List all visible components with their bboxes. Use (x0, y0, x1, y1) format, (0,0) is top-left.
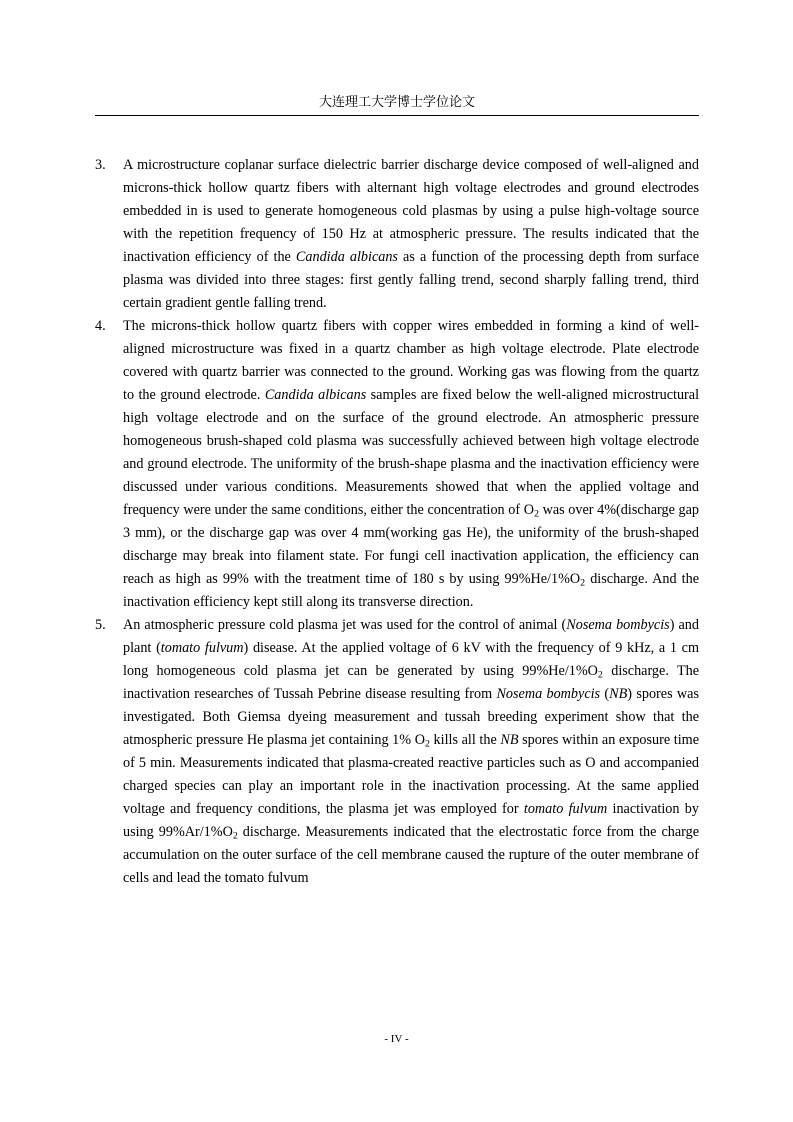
italic-term: Nosema bombycis (496, 686, 601, 702)
subscript: 2 (580, 577, 586, 589)
list-item-text (123, 157, 699, 311)
text-run: ) spores was investigated. Both Giemsa dyeing measurement and tussah breeding experiment show that the atmospheric pressure He plasma jet containing 1% O (123, 686, 699, 748)
list-item-text (123, 318, 699, 610)
italic-term: Candida albicans (264, 387, 367, 403)
list-item-number: 4. (95, 318, 106, 334)
subscript: 2 (534, 508, 539, 520)
text-run: discharge. Measurements indicated that the electrostatic force from the charge accumulation on the outer surface of the cell membrane caused the rupture of the outer membrane of cells and lead the tomato fulvum (123, 824, 699, 886)
list-item (95, 614, 699, 890)
subscript: 2 (232, 830, 238, 842)
subscript: 2 (424, 738, 430, 750)
text-run: The microns-thick hollow quartz fibers with copper wires embedded in forming a kind of well-aligned microstructure was fixed in a quartz chamber as high voltage electrode. Plate electrode covered with quartz barrier was connected to the ground. Working gas was flowing from the quartz to the ground electrode. (123, 318, 699, 403)
italic-term: Candida albicans (295, 249, 398, 265)
italic-term: NB (609, 686, 628, 702)
header-divider (95, 115, 699, 116)
text-run: A microstructure coplanar surface dielectric barrier discharge device composed of well-aligned and microns-thick hollow quartz fibers with alternant high voltage electrodes and ground electrodes embedded in is used to generate homogeneous cold plasmas by using a pulse high-voltage source with the repetition frequency of 150 Hz at atmospheric pressure. The results indicated that the inactivation efficiency of the (123, 157, 699, 265)
text-run: discharge. And the inactivation efficiency kept still along its transverse direction. (123, 571, 699, 610)
list-item (95, 315, 699, 614)
text-run: as a function of the processing depth from surface plasma was divided into three stages: first gently falling trend, second sharply falling trend, third certain gradient gentle falling trend. (123, 249, 700, 311)
italic-term: Nosema bombycis (566, 617, 670, 633)
list-item-number: 5. (95, 617, 106, 633)
text-run: ) disease. At the applied voltage of 6 kV with the frequency of 9 kHz, a 1 cm long homogeneous cold plasma jet can be generated by using 99%He/1%O (123, 640, 699, 679)
list-item-number: 3. (95, 157, 106, 173)
page-header-title: 大连理工大学博士学位论文 (318, 94, 475, 109)
page-number: - IV - (384, 1033, 409, 1045)
text-run: inactivation by using 99%Ar/1%O (123, 801, 699, 840)
list-item-text (123, 617, 699, 886)
italic-term: tomato fulvum (523, 801, 608, 817)
text-run: discharge. The inactivation researches of Tussah Pebrine disease resulting from (123, 663, 700, 702)
subscript: 2 (597, 669, 603, 681)
text-run: kills all the (429, 732, 501, 748)
text-run: samples are fixed below the well-aligned microstructural high voltage electrode and on the surface of the ground electrode. An atmospheric pressure homogeneous brush-shaped cold plasma was successfully achieved between high voltage electrode and ground electrode. The uniformity of the brush-shape plasma and the inactivation efficiency were discussed under various conditions. Measurements showed that when the applied voltage and frequency were under the same conditions, either the concentration of O (123, 387, 700, 518)
text-run: ( (600, 686, 610, 702)
text-run: spores within an exposure time of 5 min. Measurements indicated that plasma-created reactive particles such as O and accompanied charged species can play an important role in the inactivation processing. At the same applied voltage and frequency conditions, the plasma jet was employed for (123, 732, 699, 817)
text-run: ) and plant ( (123, 617, 699, 656)
italic-term: NB (500, 732, 519, 748)
list-item (95, 154, 699, 315)
italic-term: tomato fulvum (160, 640, 244, 656)
text-run: An atmospheric pressure cold plasma jet was used for the control of animal ( (123, 617, 567, 633)
text-run: was over 4%(discharge gap 3 mm), or the discharge gap was over 4 mm(working gas He), the uniformity of the brush-shaped discharge may break into filament state. For fungi cell inactivation application, the efficiency can reach as high as 99% with the treatment time of 180 s by using 99%He/1%O (123, 502, 700, 587)
numbered-list (95, 154, 699, 890)
